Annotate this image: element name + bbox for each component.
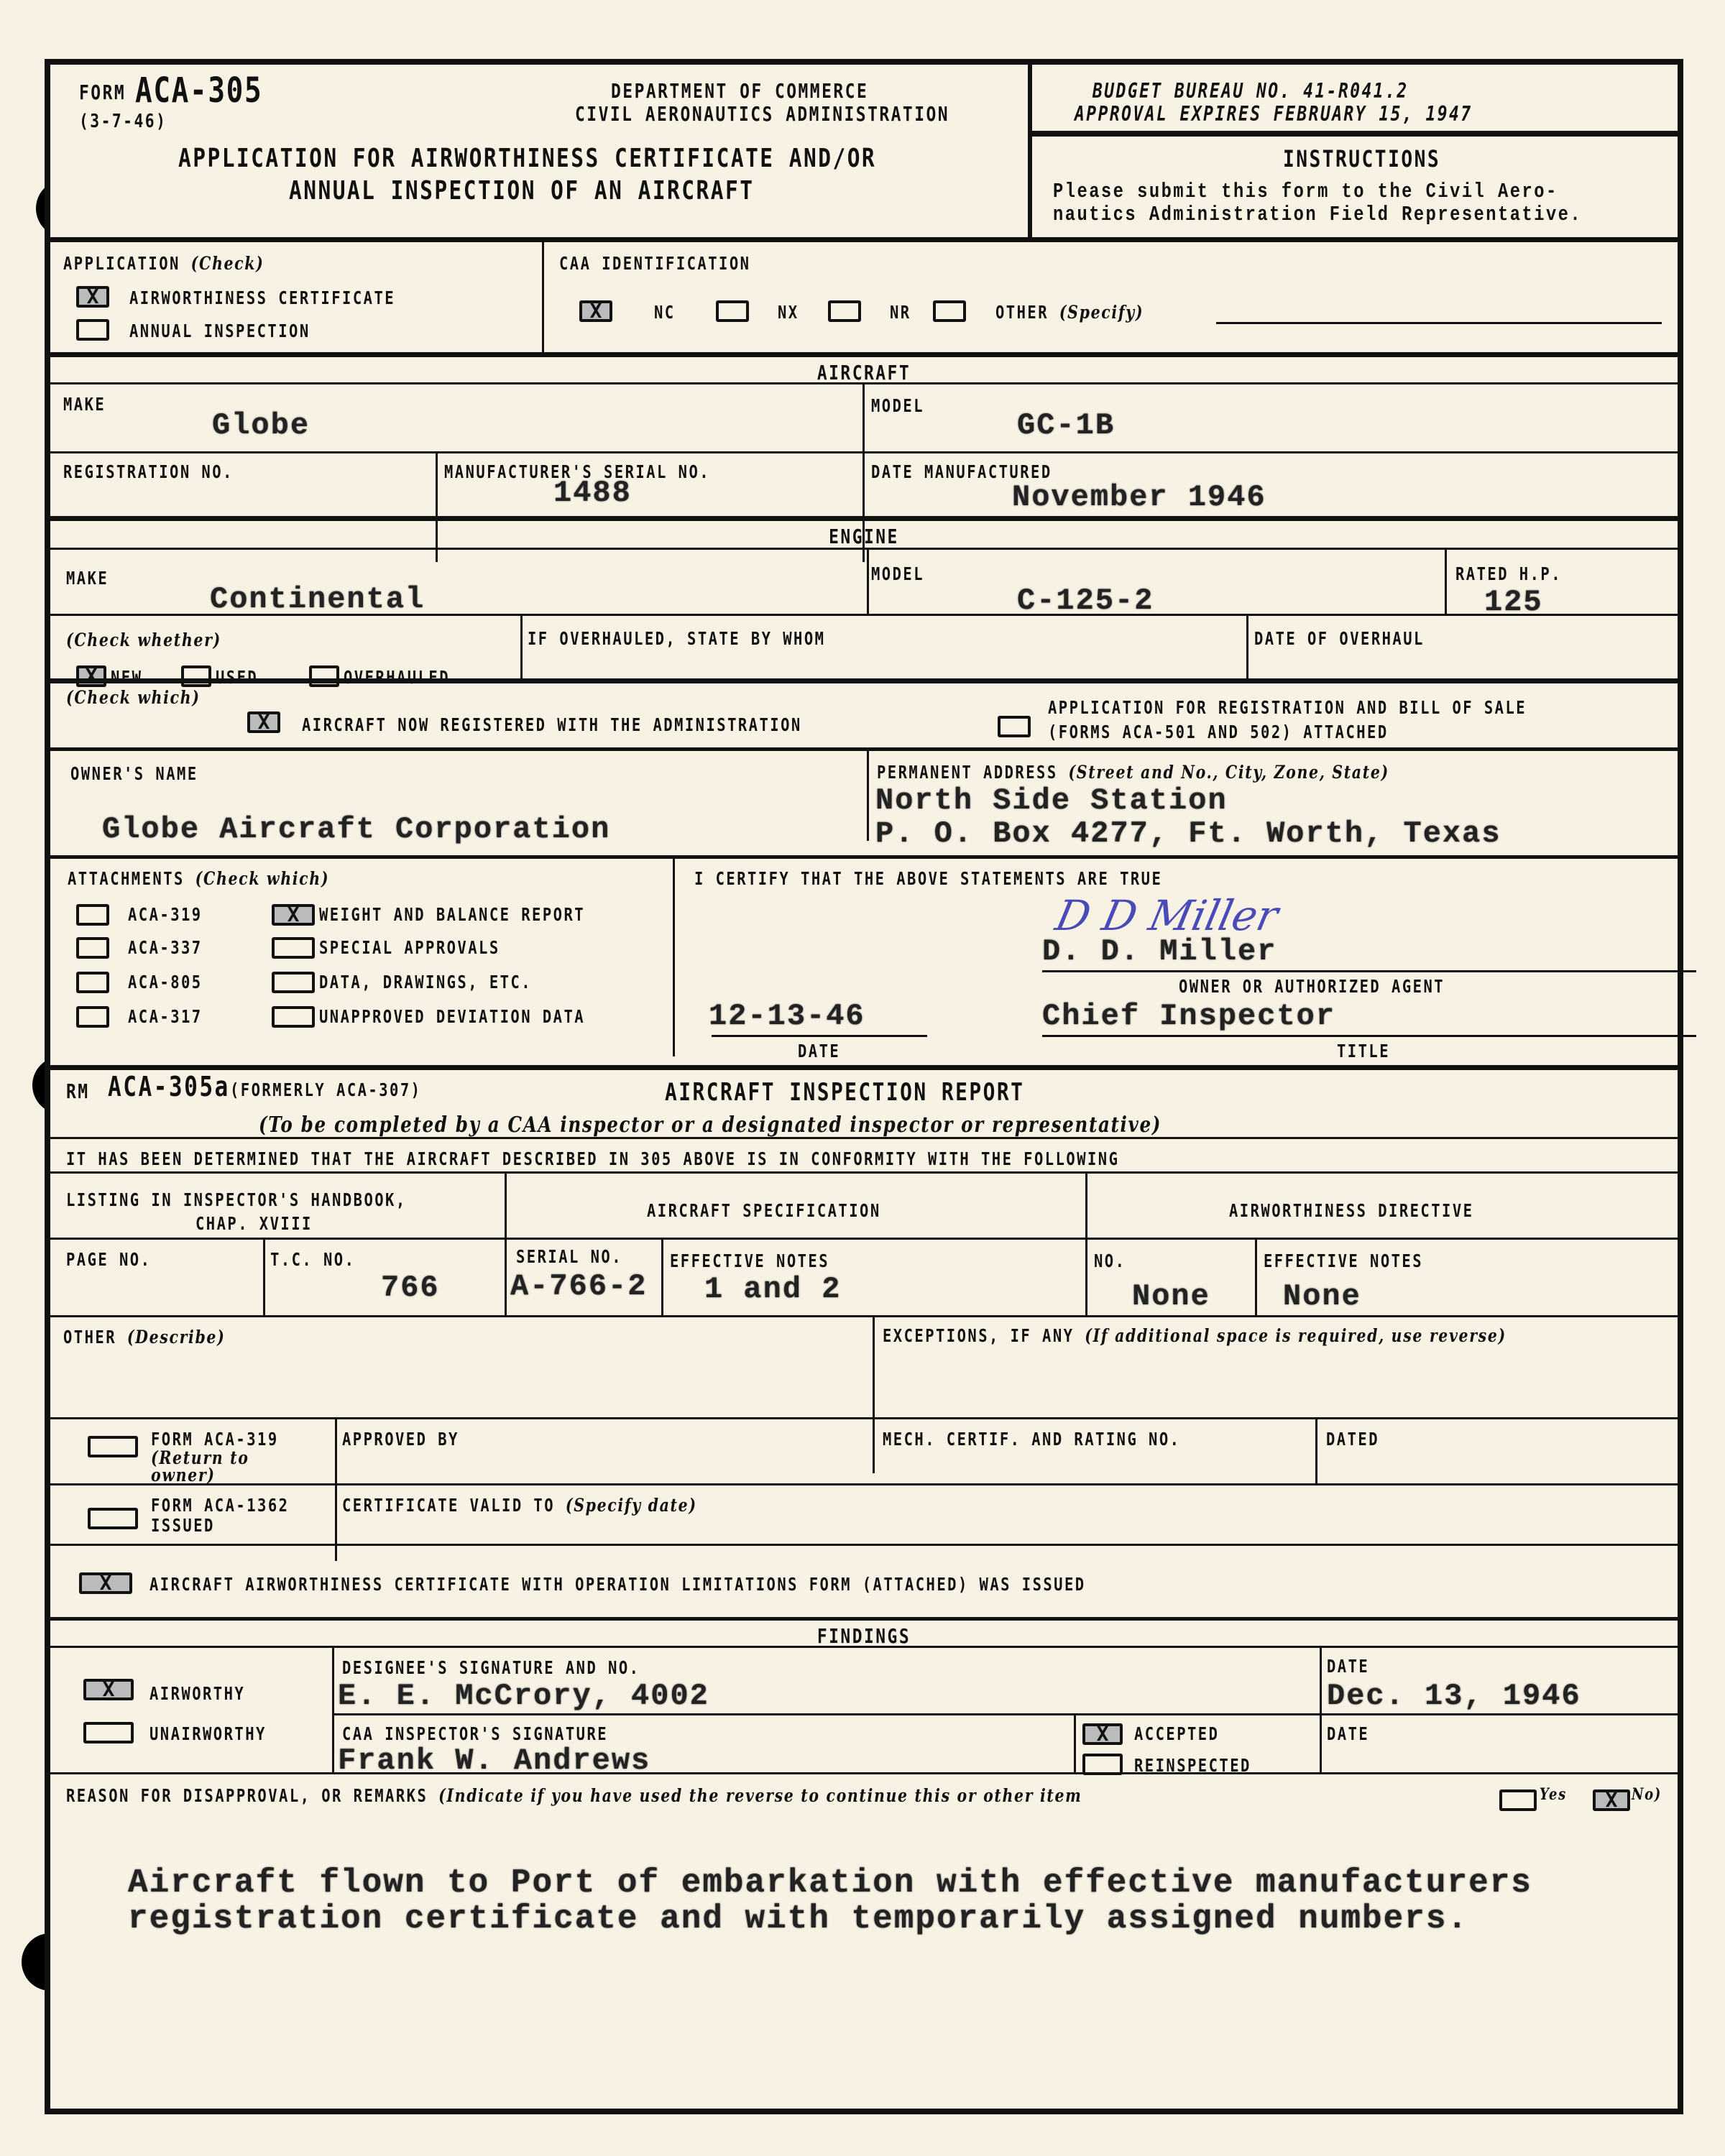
data-drawings-checkbox[interactable] [272,972,315,993]
divider [50,516,1678,521]
instructions-line2: nautics Administration Field Representative. [1053,203,1583,226]
nx-label: NX [778,302,799,323]
divider [1315,1417,1317,1483]
designee-date-label: DATE [1327,1656,1370,1677]
divider [1074,1713,1076,1772]
registration-number-label: REGISTRATION NO. [63,461,234,482]
engine-model-label: MODEL [871,563,925,584]
mech-cert-label: MECH. CERTIF. AND RATING NO. [883,1429,1181,1450]
inspection-report-subtitle: (To be completed by a CAA inspector or a designated inspector or representative) [259,1112,1162,1138]
data-drawings-label: DATA, DRAWINGS, ETC. [319,972,533,992]
aca-1362-form-label-2: ISSUED [151,1515,215,1536]
engine-overhauled-checkbox[interactable] [309,665,339,687]
aircraft-section-title: AIRCRAFT [816,361,911,384]
annual-inspection-checkbox[interactable] [76,319,109,341]
aircraft-spec-label: AIRCRAFT SPECIFICATION [647,1200,881,1221]
form-prefix: FORM [79,80,126,104]
divider [50,747,1678,751]
remarks-yes-label: Yes [1540,1785,1567,1804]
aircraft-make-label: MAKE [63,394,106,415]
divider [50,451,1678,453]
remarks-label: REASON FOR DISAPPROVAL, OR REMARKS (Indicate if you have used the reverse to continue this or other item [66,1785,1082,1806]
registration-application-label-1: APPLICATION FOR REGISTRATION AND BILL OF SALE [1048,697,1527,718]
aca-317-label: ACA-317 [128,1006,203,1027]
aircraft-model-value: GC-1B [1017,408,1116,443]
caa-inspector-signature-label: CAA INSPECTOR'S SIGNATURE [342,1723,609,1744]
form-number: ACA-305 [135,70,263,111]
department-name: DEPARTMENT OF COMMERCE [611,79,869,103]
address-label: PERMANENT ADDRESS (Street and No., City, Zone, State) [877,762,1389,783]
engine-model-value: C-125-2 [1017,584,1154,618]
weight-balance-label: WEIGHT AND BALANCE REPORT [319,904,586,925]
unapproved-deviation-checkbox[interactable] [272,1006,315,1028]
remarks-text-line2: registration certificate and with temporarily assigned numbers. [128,1900,1469,1938]
divider [50,237,1678,242]
aca-319-issued-checkbox[interactable] [88,1436,138,1457]
divider [1028,65,1032,237]
aircraft-model-label: MODEL [871,395,925,416]
date-manufactured-value: November 1946 [1012,480,1266,515]
approved-by-label: APPROVED BY [342,1429,459,1450]
registered-checkbox[interactable]: X [247,711,280,733]
operation-limitations-checkbox[interactable]: X [79,1572,132,1594]
unapproved-deviation-label: UNAPPROVED DEVIATION DATA [319,1006,586,1027]
budget-bureau-number: BUDGET BUREAU NO. 41-R041.2 [1092,79,1409,103]
certification-title-label: TITLE [1337,1041,1391,1061]
attachments-label: ATTACHMENTS (Check which) [68,868,330,889]
accepted-label: ACCEPTED [1134,1723,1220,1744]
title-line [1042,1035,1696,1037]
divider [50,1315,1678,1317]
engine-used-label: USED [216,667,259,688]
manufacturer-serial-label: MANUFACTURER'S SERIAL NO. [444,461,711,482]
divider [50,1417,1678,1419]
engine-new-label: NEW [111,667,143,688]
aca-337-checkbox[interactable] [76,937,109,959]
aca-317-checkbox[interactable] [76,1006,109,1028]
divider [50,1544,1678,1546]
remarks-no-checkbox[interactable]: X [1593,1789,1630,1811]
other-specify-field[interactable] [1216,322,1662,324]
ad-effective-notes-value: None [1283,1279,1361,1314]
divider [867,548,869,614]
certification-statement: I CERTIFY THAT THE ABOVE STATEMENTS ARE TRUE [694,868,1163,889]
address-line1: North Side Station [875,783,1228,818]
administration-name: CIVIL AERONAUTICS ADMINISTRATION [575,102,950,126]
divider [50,1772,1678,1774]
inspection-report-title: AIRCRAFT INSPECTION REPORT [665,1078,1025,1107]
nx-checkbox[interactable] [716,300,749,322]
remarks-text-line1: Aircraft flown to Port of embarkation with effective manufacturers [128,1864,1532,1902]
overhauled-by-label: IF OVERHAULED, STATE BY WHOM [528,628,826,649]
aca-805-label: ACA-805 [128,972,203,992]
registration-application-label-2: (FORMS ACA-501 AND 502) ATTACHED [1048,722,1389,742]
instructions-line1: Please submit this form to the Civil Aero- [1053,180,1558,203]
divider [1028,131,1678,137]
designee-signature-value: E. E. McCrory, 4002 [338,1679,709,1713]
divider [50,614,1678,616]
rated-hp-label: RATED H.P. [1455,563,1563,584]
engine-section-title: ENGINE [829,525,899,548]
form-title-line1: APPLICATION FOR AIRWORTHINESS CERTIFICATE AND/OR [178,144,877,173]
divider [50,678,1678,683]
designee-date-value: Dec. 13, 1946 [1327,1679,1581,1713]
owner-name-value: Globe Aircraft Corporation [102,812,611,847]
date-line [712,1035,927,1037]
divider [50,1065,1678,1070]
divider [50,548,1678,550]
remarks-yes-checkbox[interactable] [1499,1789,1537,1811]
instructions-title: INSTRUCTIONS [1283,145,1441,172]
divider [1320,1646,1322,1772]
inspection-form-prefix: RM [66,1079,90,1103]
aca-319-form-label-1: FORM ACA-319 [151,1429,279,1450]
spec-effective-notes-label: EFFECTIVE NOTES [670,1250,830,1271]
nc-label: NC [654,302,676,323]
handbook-label-2: CHAP. XVIII [196,1213,313,1234]
unairworthy-checkbox[interactable] [83,1722,134,1743]
divider [50,1171,1678,1174]
date-manufactured-label: DATE MANUFACTURED [871,461,1052,482]
engine-make-value: Continental [210,582,426,617]
divider [50,1137,1678,1139]
unairworthy-label: UNAIRWORTHY [150,1723,267,1744]
airworthiness-certificate-label: AIRWORTHINESS CERTIFICATE [129,287,396,308]
engine-new-checkbox[interactable]: X [76,665,106,687]
divider [263,1238,265,1315]
form-title-line2: ANNUAL INSPECTION OF AN AIRCRAFT [289,176,755,206]
divider [673,855,675,1056]
ad-no-label: NO. [1094,1250,1126,1271]
owner-typed-name: D. D. Miller [1042,934,1277,969]
divider [1255,1238,1257,1315]
engine-condition-label: (Check whether) [66,630,221,650]
divider [50,1483,1678,1485]
engine-make-label: MAKE [66,568,109,589]
special-approvals-checkbox[interactable] [272,937,315,959]
inspector-date-label: DATE [1327,1723,1370,1744]
aca-319-form-label-2: (Return to [151,1447,249,1468]
inspection-form-number: ACA-305a [108,1071,230,1102]
divider [867,747,869,841]
aca-319-label: ACA-319 [128,904,203,925]
overhaul-date-label: DATE OF OVERHAUL [1254,628,1425,649]
certification-date-label: DATE [798,1041,841,1061]
nc-checkbox[interactable]: X [579,300,612,322]
conformity-statement: IT HAS BEEN DETERMINED THAT THE AIRCRAFT DESCRIBED IN 305 ABOVE IS IN CONFORMITY WITH THE FOLLOWING [66,1148,1120,1169]
divider [50,1238,1678,1240]
other-describe-label: OTHER (Describe) [63,1327,226,1348]
divider [520,614,523,678]
divider [1246,614,1248,678]
aca-337-label: ACA-337 [128,937,203,958]
page-no-label: PAGE NO. [66,1249,152,1270]
findings-section-title: FINDINGS [816,1624,911,1648]
aca-1362-issued-checkbox[interactable] [88,1508,138,1529]
divider [332,1713,1678,1715]
form-aca-305 [45,59,1683,2114]
weight-balance-checkbox[interactable]: X [272,904,315,926]
divider [50,352,1678,357]
dated-label: DATED [1326,1429,1380,1450]
divider [542,237,544,352]
divider [50,1646,1678,1648]
caa-inspector-signature-value: Frank W. Andrews [338,1743,651,1778]
divider [1085,1171,1087,1315]
signature-line [1042,970,1696,972]
ad-effective-notes-label: EFFECTIVE NOTES [1264,1250,1424,1271]
airworthiness-directive-label: AIRWORTHINESS DIRECTIVE [1229,1200,1474,1221]
aca-1362-form-label-1: FORM ACA-1362 [151,1495,290,1516]
form-revision-date: (3-7-46) [79,111,167,132]
accepted-checkbox[interactable]: X [1082,1723,1123,1745]
certificate-valid-to-label: CERTIFICATE VALID TO (Specify date) [342,1495,697,1516]
registered-label: AIRCRAFT NOW REGISTERED WITH THE ADMINISTRATION [302,714,802,735]
address-line2: P. O. Box 4277, Ft. Worth, Texas [875,816,1501,851]
owner-signature: D D Miller [1051,891,1283,940]
nr-label: NR [890,302,911,323]
nr-checkbox[interactable] [828,300,861,322]
divider [335,1417,337,1561]
registration-check-label: (Check which) [66,687,201,708]
tc-no-label: T.C. NO. [270,1249,356,1270]
reinspected-label: REINSPECTED [1134,1755,1251,1776]
owner-name-label: OWNER'S NAME [70,763,198,784]
engine-overhauled-label: OVERHAULED [344,667,451,688]
tc-no-value: 766 [381,1271,440,1305]
manufacturer-serial-value: 1488 [553,476,632,510]
spec-effective-notes-value: 1 and 2 [704,1272,842,1307]
approval-expires: APPROVAL EXPIRES FEBRUARY 15, 1947 [1075,102,1473,126]
aca-319-checkbox[interactable] [76,904,109,926]
annual-inspection-label: ANNUAL INSPECTION [129,321,310,341]
certification-title-value: Chief Inspector [1042,999,1336,1033]
certification-date-value: 12-13-46 [709,999,865,1033]
spec-serial-label: SERIAL NO. [516,1246,623,1267]
other-label: OTHER (Specify) [995,302,1144,323]
divider [661,1238,663,1315]
divider [50,855,1678,859]
designee-signature-label: DESIGNEE'S SIGNATURE AND NO. [342,1657,640,1678]
rated-hp-value: 125 [1484,585,1543,619]
aircraft-make-value: Globe [212,408,310,443]
application-label: APPLICATION (Check) [63,253,264,274]
airworthy-label: AIRWORTHY [150,1683,246,1704]
engine-used-checkbox[interactable] [181,665,211,687]
airworthy-checkbox[interactable]: X [83,1679,134,1700]
caa-identification-label: CAA IDENTIFICATION [559,253,751,274]
ad-no-value: None [1132,1279,1210,1314]
inspection-form-formerly: (FORMERLY ACA-307) [230,1079,422,1100]
spec-serial-value: A-766-2 [510,1269,648,1304]
operation-limitations-label: AIRCRAFT AIRWORTHINESS CERTIFICATE WITH OPERATION LIMITATIONS FORM (ATTACHED) WAS ISSUED [150,1574,1086,1595]
divider [873,1315,875,1473]
registration-application-checkbox[interactable] [998,716,1031,737]
divider [505,1171,507,1315]
airworthiness-certificate-checkbox[interactable]: X [76,286,109,308]
remarks-no-label: No) [1632,1785,1662,1804]
exceptions-label: EXCEPTIONS, IF ANY (If additional space is required, use reverse) [883,1325,1506,1346]
divider [1445,548,1447,614]
divider [332,1646,334,1772]
other-checkbox[interactable] [933,300,966,322]
handbook-label-1: LISTING IN INSPECTOR'S HANDBOOK, [66,1189,407,1210]
special-approvals-label: SPECIAL APPROVALS [319,937,500,958]
aca-805-checkbox[interactable] [76,972,109,993]
aca-319-form-label-3: owner) [151,1465,216,1485]
divider [50,1617,1678,1621]
owner-agent-label: OWNER OR AUTHORIZED AGENT [1179,976,1445,997]
